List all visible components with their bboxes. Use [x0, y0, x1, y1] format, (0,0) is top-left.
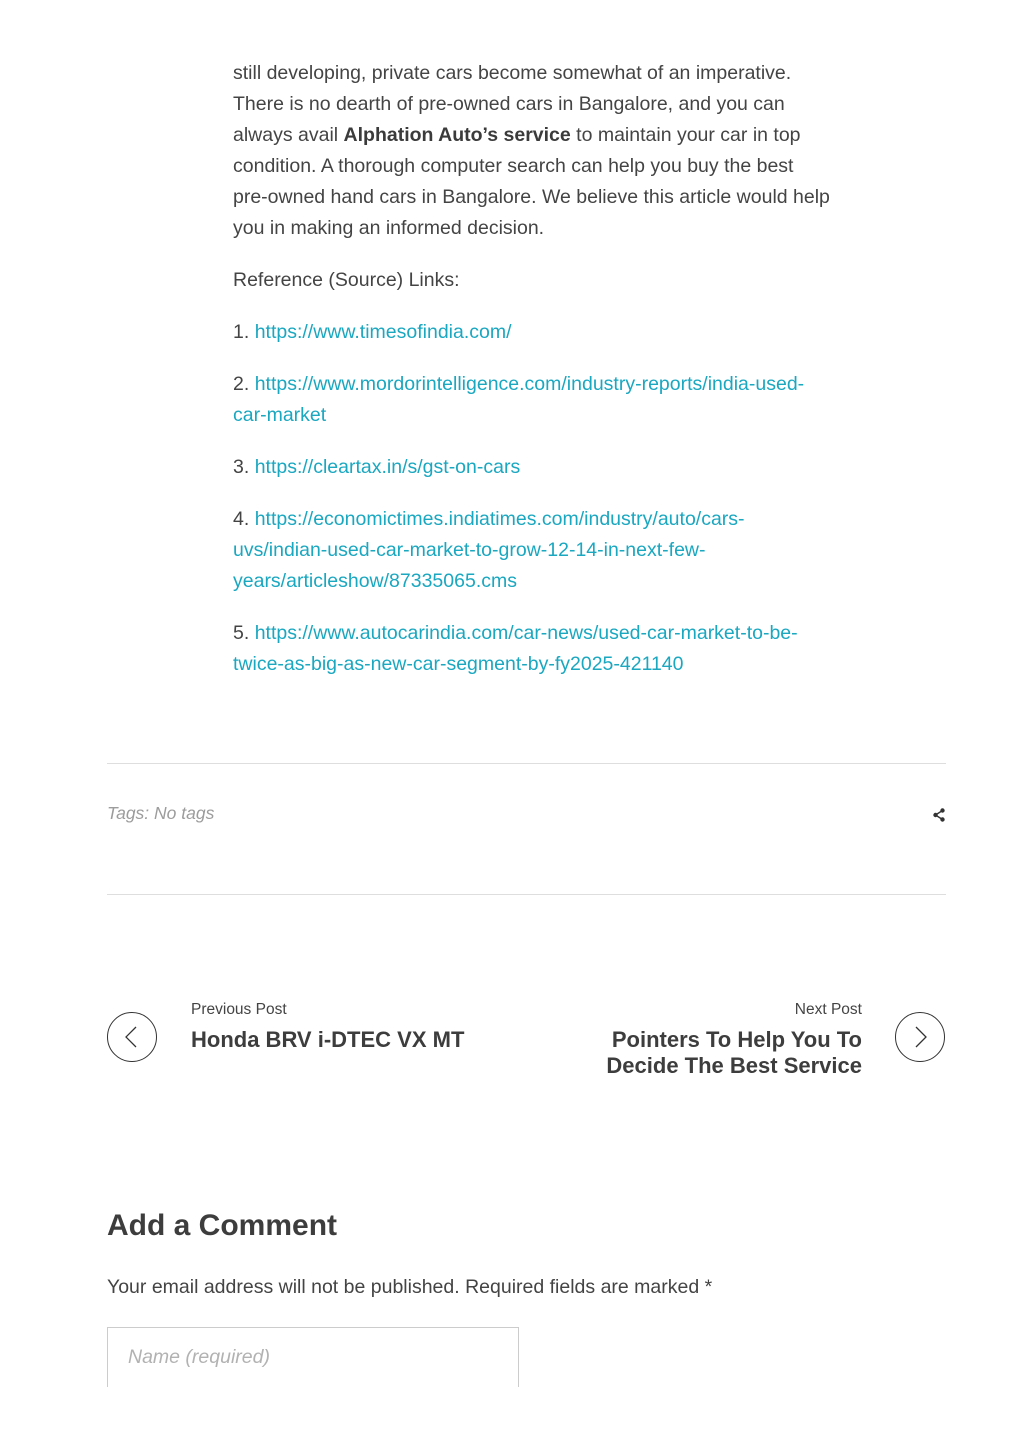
- divider-top: [107, 763, 946, 764]
- reference-number: 2.: [233, 373, 250, 395]
- previous-post-title[interactable]: Honda BRV i-DTEC VX MT: [191, 1027, 465, 1052]
- reference-link-1[interactable]: https://www.timesofindia.com/: [254, 321, 512, 343]
- comment-heading: Add a Comment: [107, 1209, 338, 1242]
- previous-post-label: Previous Post: [191, 1001, 287, 1018]
- reference-link-2[interactable]: https://www.mordorintelligence.com/industry-reports/india-used-car-market: [233, 373, 805, 426]
- next-post-title-line1: Pointers To Help You To: [611, 1027, 862, 1052]
- references-heading: Reference (Source) Links:: [233, 269, 460, 291]
- chevron-left-icon: [108, 1013, 156, 1061]
- reference-item-5: [233, 618, 833, 680]
- reference-number: 3.: [233, 456, 250, 478]
- paragraph-text-start: still developing, private cars become somewhat of an imperative. There is no dearth of pre-owned cars in Bangalore, and you can always avail: [233, 62, 792, 146]
- post-tags: Tags: No tags: [107, 803, 215, 823]
- reference-link-5[interactable]: https://www.autocarindia.com/car-news/used-car-market-to-be-twice-as-big-as-new-car-segment-by-fy2025-421140: [233, 622, 798, 675]
- next-post-title[interactable]: [606, 1027, 862, 1079]
- next-post-label: Next Post: [794, 1001, 862, 1018]
- article-body: [233, 58, 833, 701]
- reference-item-1: [233, 317, 833, 348]
- previous-post-button[interactable]: [107, 1012, 157, 1062]
- reference-item-2: [233, 369, 833, 431]
- chevron-right-icon: [896, 1013, 944, 1061]
- comment-note: Your email address will not be published. Required fields are marked *: [107, 1276, 713, 1298]
- name-input[interactable]: [107, 1327, 519, 1387]
- reference-link-4[interactable]: https://economictimes.indiatimes.com/industry/auto/cars-uvs/indian-used-car-market-to-grow-12-14-in-next-few-years/articleshow/87335065.cms: [233, 508, 745, 592]
- share-icon[interactable]: [931, 807, 947, 823]
- divider-bottom: [107, 894, 946, 895]
- reference-item-4: [233, 504, 833, 597]
- article-paragraph: [233, 58, 833, 244]
- reference-link-3[interactable]: https://cleartax.in/s/gst-on-cars: [254, 456, 521, 478]
- reference-item-3: [233, 452, 833, 483]
- next-post-button[interactable]: [895, 1012, 945, 1062]
- reference-number: 4.: [233, 508, 250, 530]
- paragraph-text-end: to maintain your car in top condition. A thorough computer search can help you buy the best pre-owned hand cars in Bangalore. We believe this article would help you in making an informed decision.: [233, 124, 830, 239]
- next-post-title-line2: Decide The Best Service: [606, 1053, 862, 1078]
- reference-number: 1.: [233, 321, 250, 343]
- paragraph-bold-text: Alphation Auto’s service: [343, 124, 571, 146]
- reference-number: 5.: [233, 622, 250, 644]
